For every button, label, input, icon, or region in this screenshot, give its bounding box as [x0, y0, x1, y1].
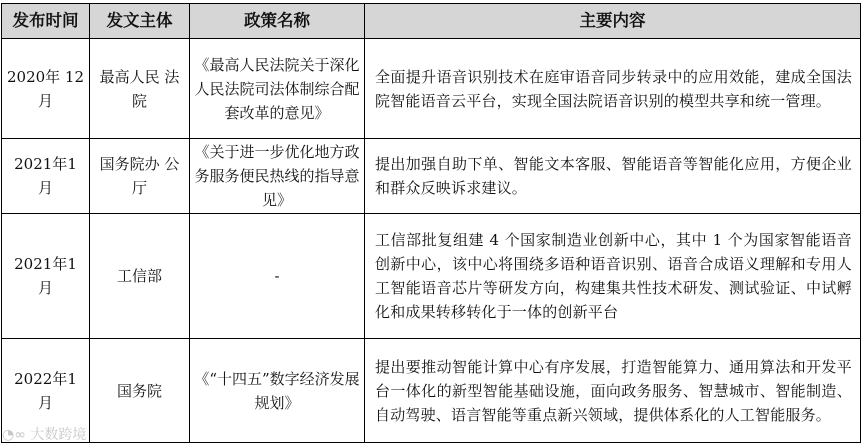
cell-policy-name: 《“十四五”数字经济发展规划》 — [190, 339, 365, 443]
cell-issuer: 国务院办 公厅 — [90, 139, 190, 214]
header-release-time: 发布时间 — [2, 4, 90, 39]
watermark-text: 大数跨境 — [30, 427, 87, 443]
cell-issuer: 工信部 — [90, 214, 190, 339]
cell-release-time: 2022年1 月 — [2, 339, 90, 443]
cell-main-content: 提出加强自助下单、智能文本客服、智能语音等智能化应用，方便企业和群众反映诉求建议。 — [365, 139, 861, 214]
table-row — [2, 39, 861, 139]
cell-release-time: 2020年 12月 — [2, 39, 90, 139]
cell-issuer: 最高人民 法院 — [90, 39, 190, 139]
cell-policy-name: 《关于进一步优化地方政务服务便民热线的指导意见》 — [190, 139, 365, 214]
cell-policy-name: - — [190, 214, 365, 339]
cell-release-time: 2021年1 月 — [2, 139, 90, 214]
cell-main-content: 全面提升语音识别技术在庭审语音同步转录中的应用效能，建成全国法院智能语音云平台，实现全国法院语音识别的模型共享和统一管理。 — [365, 39, 861, 139]
table-row — [2, 139, 861, 214]
watermark-logo-icon: ◔∞ — [2, 427, 31, 443]
cell-issuer: 国务院 — [90, 339, 190, 443]
policy-table — [1, 3, 861, 443]
watermark — [2, 424, 86, 444]
header-main-content: 主要内容 — [365, 4, 861, 39]
table-row — [2, 339, 861, 443]
cell-main-content: 工信部批复组建 4 个国家制造业创新中心，其中 1 个为国家智能语音创新中心，该中心将围绕多语种语音识别、语音合成语义理解和专用人工智能语音芯片等研发方向，构建集共性技术研发、测试验证、中试孵化和成果转移转化于一体的创新平台 — [365, 214, 861, 339]
cell-release-time: 2021年1 月 — [2, 214, 90, 339]
cell-main-content: 提出要推动智能计算中心有序发展，打造智能算力、通用算法和开发平台一体化的新型智能基础设施，面向政务服务、智慧城市、智能制造、自动驾驶、语言智能等重点新兴领域，提供体系化的人工智能服务。 — [365, 339, 861, 443]
cell-policy-name: 《最高人民法院关于深化人民法院司法体制综合配套改革的意见》 — [190, 39, 365, 139]
table-header-row — [2, 4, 861, 39]
header-policy-name: 政策名称 — [190, 4, 365, 39]
table-row — [2, 214, 861, 339]
header-issuer: 发文主体 — [90, 4, 190, 39]
